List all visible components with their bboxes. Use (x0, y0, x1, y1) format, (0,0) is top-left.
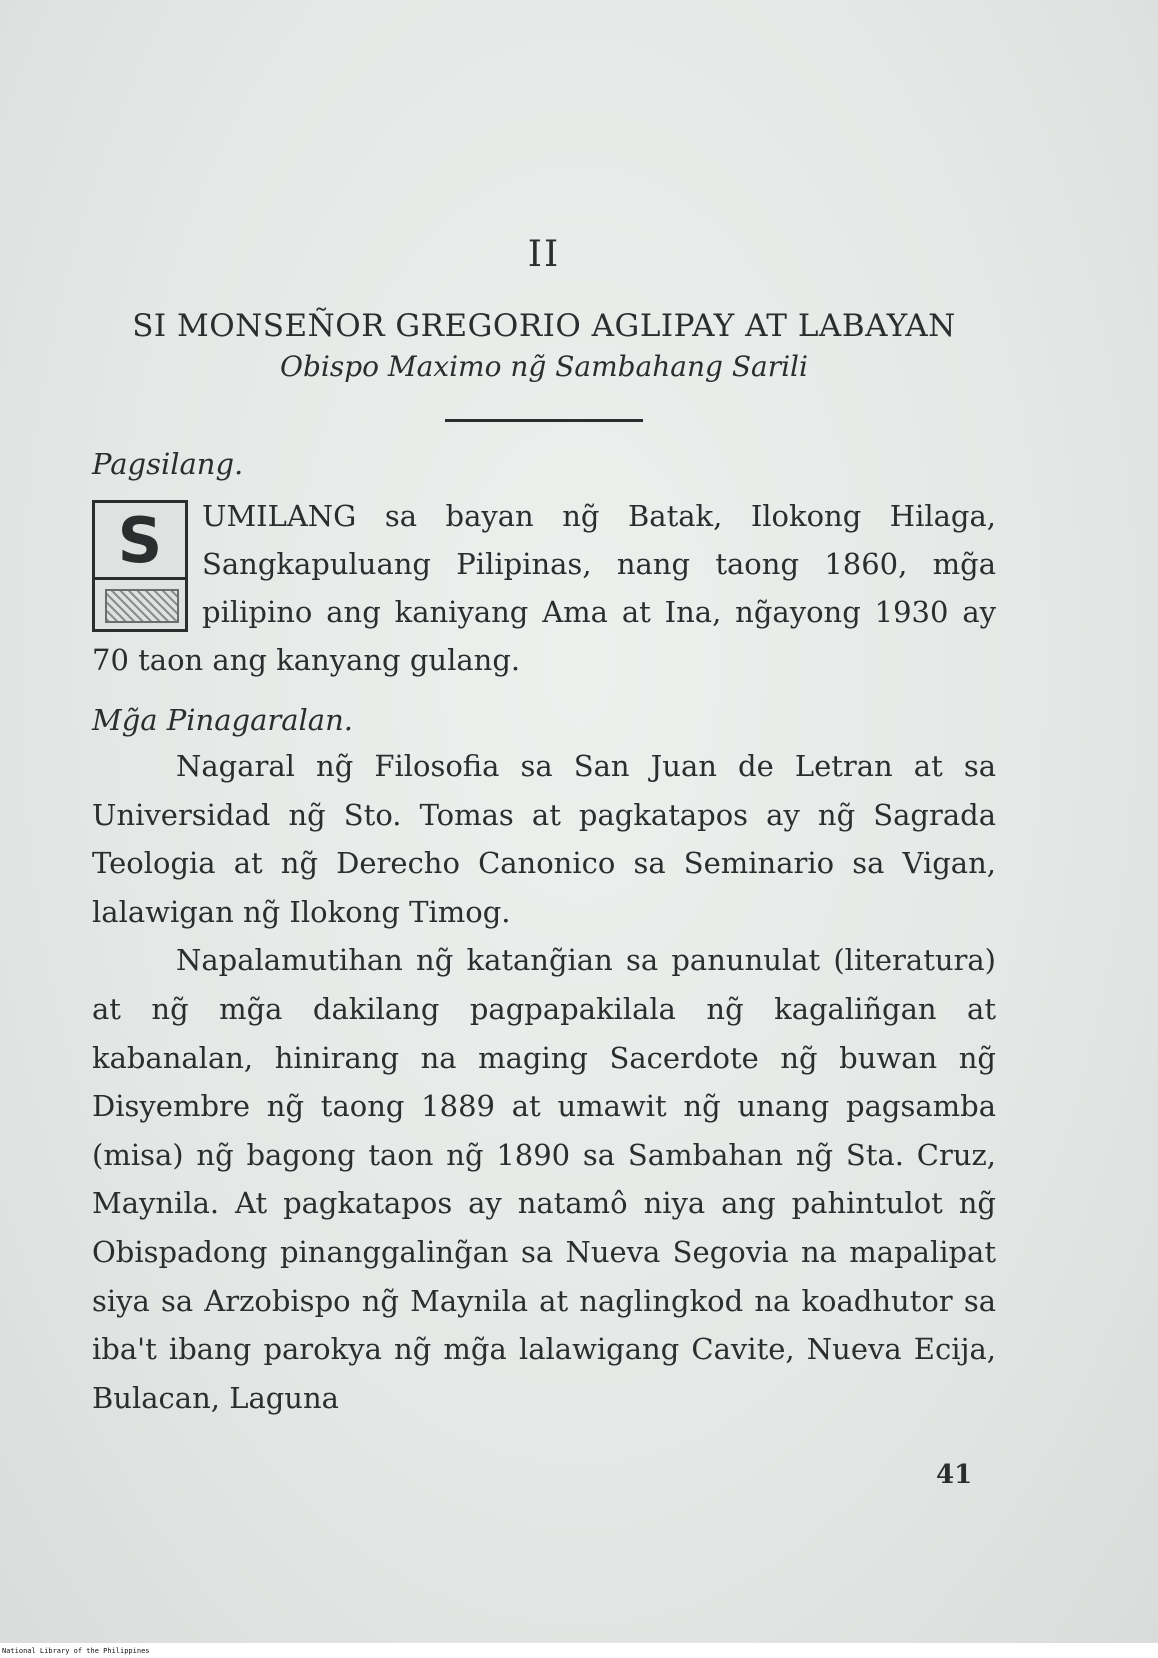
paragraph-text: UMILANG sa bayan ng̃ Batak, Ilokong Hilaga, Sangkapuluang Pilipinas, nang taong 1860, mg̃a pilipino ang kaniyang Ama at Ina, ng̃ayong 1930 ay 70 taon ang kanyang gulang. (92, 499, 996, 677)
library-credit: National Library of the Philippines (2, 1647, 150, 1655)
page-content (92, 230, 996, 1422)
paragraph-pinagaralan-1: Nagaral ng̃ Filosofia sa San Juan de Letran at sa Universidad ng̃ Sto. Tomas at pagkatapos ay ng̃ Sagrada Teologia at ng̃ Derecho Canonico sa Seminario sa Vigan, lalawigan ng̃ Ilokong Timog. (92, 749, 996, 929)
chapter-number: II (527, 234, 561, 275)
dropcap-ornament (92, 500, 188, 632)
chapter-title: SI MONSEÑOR GREGORIO AGLIPAY AT LABAYAN (132, 308, 956, 344)
chapter-subtitle: Obispo Maximo ng̃ Sambahang Sarili (280, 350, 808, 383)
paragraph-pinagaralan-2: Napalamutihan ng̃ katang̃ian sa panunulat (literatura) at ng̃ mg̃a dakilang pagpapakilala ng̃ kagaliñgan at kabanalan, hinirang na maging Sacerdote ng̃ buwan ng̃ Disyembre ng̃ taong 1889 at umawit ng̃ unang pagsamba (misa) ng̃ bagong taon ng̃ 1890 sa Sambahan ng̃ Sta. Cruz, Maynila. At pagkatapos ay natamô niya ang pahintulot ng̃ Obispadong pinanggaling̃an sa Nueva Segovia na mapalipat siya sa Arzobispo ng̃ Maynila at naglingkod na koadhutor sa iba't ibang parokya ng̃ mg̃a lalawigang Cavite, Nueva Ecija, Bulacan, Laguna (92, 943, 996, 1415)
dropcap-letter: S (95, 505, 185, 580)
footer-bar (0, 1643, 1158, 1658)
title-divider (445, 419, 643, 422)
section-heading-pinagaralan: Mg̃a Pinagaralan. (92, 703, 353, 737)
page-number: 41 (936, 1460, 973, 1490)
paragraph-pagsilang (92, 492, 996, 684)
section-heading-pagsilang: Pagsilang. (92, 447, 244, 481)
dropcap-decoration-icon (105, 589, 179, 623)
